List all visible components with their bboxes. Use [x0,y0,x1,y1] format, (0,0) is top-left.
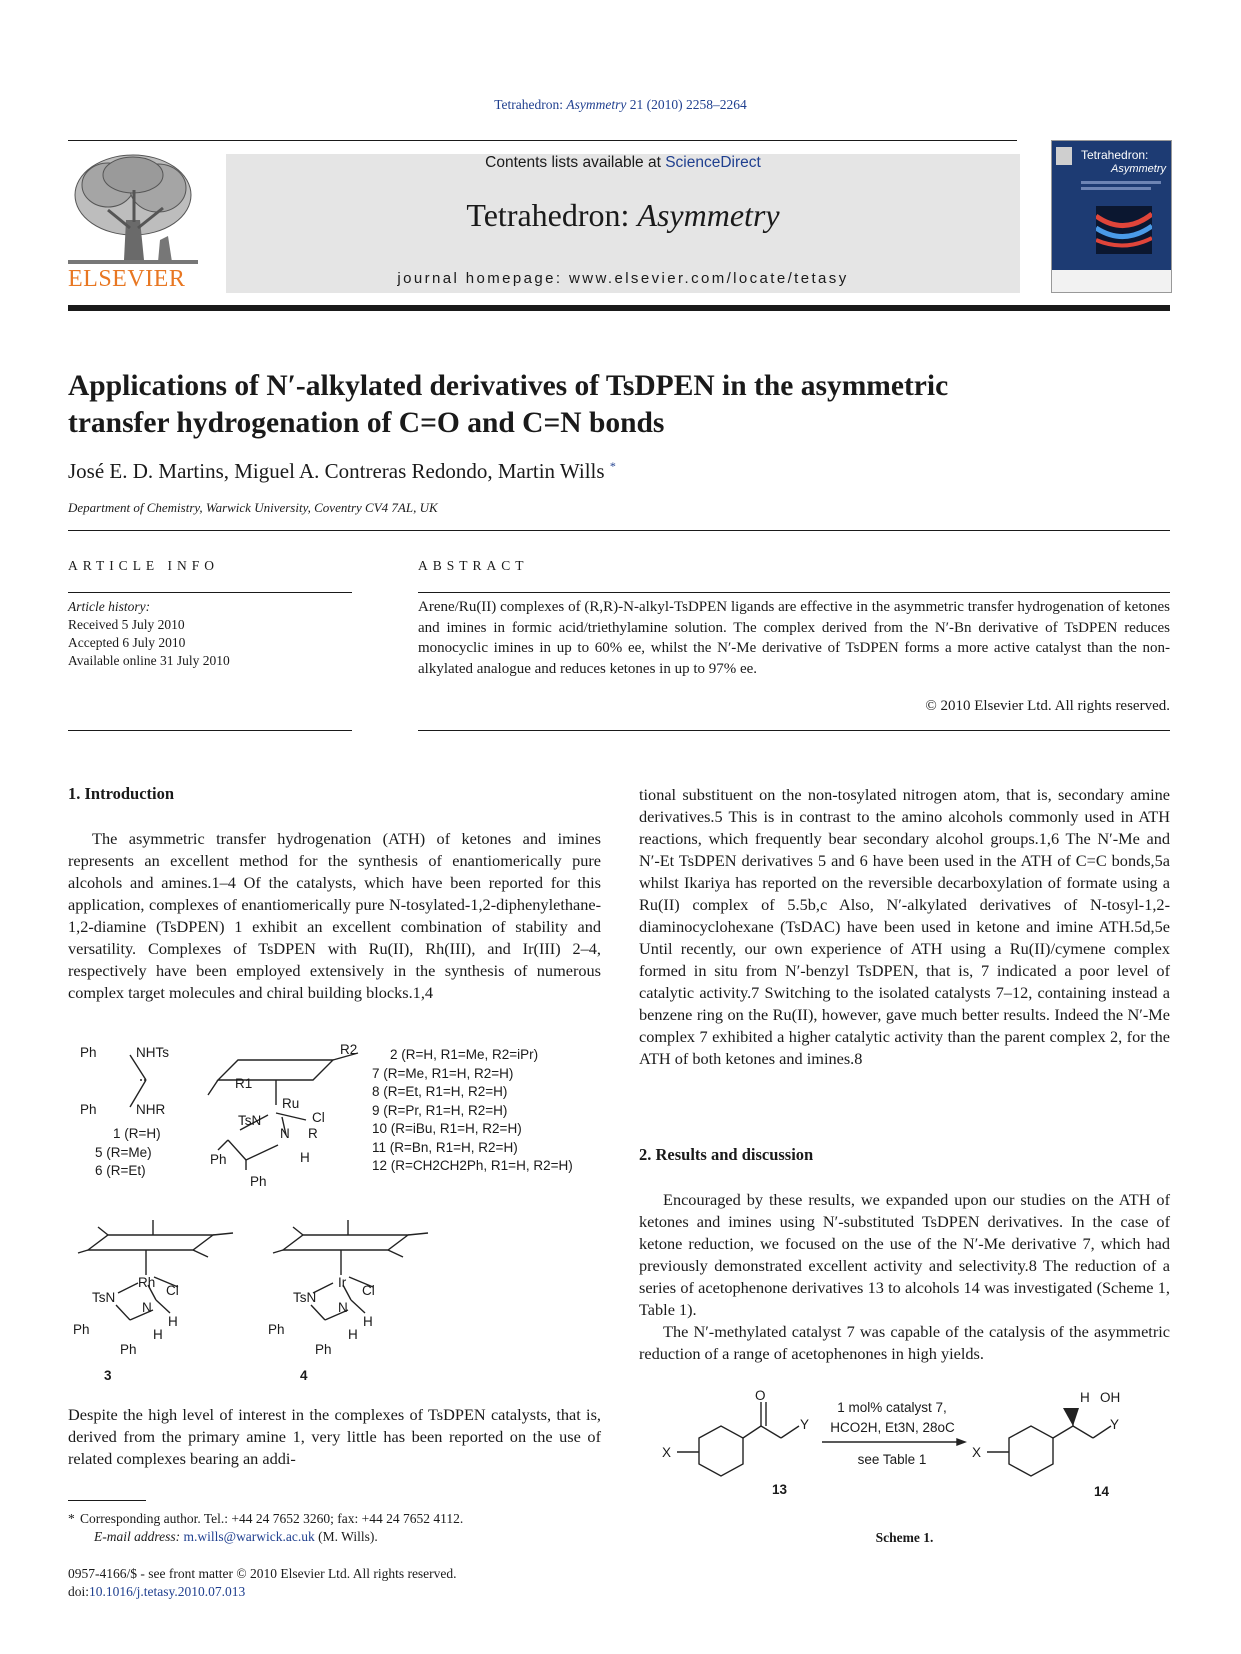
scheme-atom-x: X [662,1445,672,1460]
scheme-1-caption: Scheme 1. [875,1530,934,1545]
scheme-atom-oh: OH [1100,1390,1121,1405]
struct1-label-ph-bottom: Ph [80,1102,97,1117]
ir-label-ph2: Ph [315,1342,332,1357]
rh-label-h1: H [168,1314,178,1329]
abstract-text: Arene/Ru(II) complexes of (R,R)-N-alkyl-TsDPEN ligands are effective in the asymmetric transfer hydrogenation of ketones and imines in formic acid/triethylamine solution. The complex derived from the N′-Bn derivative of TsDPEN reduces monocyclic imines in up to 60% ee, whilst the N′-Me derivative of TsDPEN forms a more active catalyst than the non-alkylated analogue and reduces ketones in up to 97% ee. [418,599,1170,677]
ru-label-n: N [280,1126,290,1141]
ir-label-cl: Cl [362,1283,375,1298]
scheme-reagent-2: HCO2H, Et3N, 28oC [830,1420,955,1435]
ir-label-h2: H [348,1327,358,1342]
ir-label-n: N [338,1300,348,1315]
rh-label-n: N [142,1300,152,1315]
abstract-copyright: © 2010 Elsevier Ltd. All rights reserved. [925,698,1170,714]
article-title: Applications of N′-alkylated derivatives of TsDPEN in the asymmetric transfer hydrogenation of C=O and C=N bonds [68,370,949,439]
scheme-atom-h: H [1080,1390,1090,1405]
corresponding-footnote: * Corresponding author. Tel.: +44 24 7652 3260; fax: +44 24 7652 4112. E-mail address: m.wills@warwick.ac.uk (M. Wills). [68,1511,464,1544]
col2-paragraph-2: Encouraged by these results, we expanded upon our studies on the ATH of ketones and imines using N′-substituted TsDPEN derivatives. In the case of ketone reduction, we focused on the use of the N′-Me derivative 7, which had previously demonstrated excellent activity and selectivity.8 The reduction of a series of acetophenone derivatives 13 to alcohols 14 was investigated (Scheme 1, Table 1). The N′-methylated catalyst 7 was capable of the catalysis of the asymmetric reduction of a range of acetophenones in high yields. [639,1190,1170,1363]
issn-doi: 0957-4166/$ - see front matter © 2010 Elsevier Ltd. All rights reserved. doi:10.1016/j.tetasy.2010.07.013 [68,1566,457,1599]
ir-label-ir: Ir [338,1275,347,1290]
scheme-atom-y: Y [800,1417,810,1432]
journal-homepage[interactable]: journal homepage: www.elsevier.com/locate/tetasy [397,270,849,287]
compound-3-label: 3 [104,1368,112,1383]
elsevier-tree-logo [68,150,198,265]
sciencedirect-link[interactable]: ScienceDirect [665,154,761,171]
rh-label-ph2: Ph [120,1342,137,1357]
section-heading-results: 2. Results and discussion [639,1145,814,1164]
header-rule-top [68,140,1017,141]
journal-citation: Tetrahedron: Asymmetry 21 (2010) 2258–2264 [494,97,747,112]
journal-cover-thumbnail [1051,140,1172,293]
ru-label-h: H [300,1150,310,1165]
rh-label-h2: H [153,1327,163,1342]
ru-label-ph2: Ph [250,1174,267,1189]
cover-logo [1056,147,1072,165]
compound-14-label: 14 [1094,1484,1110,1499]
ru-label-r2: R2 [340,1042,358,1057]
corresponding-author-mark[interactable]: * [609,459,616,473]
struct1-label-nhts: NHTs [136,1045,169,1060]
intro-paragraph-2: Despite the high level of interest in the complexes of TsDPEN catalysts, that is, derived from the primary amine 1, very little has been reported on the use of related complexes bearing an addi- [68,1405,601,1468]
rh-label-cl: Cl [166,1283,179,1298]
compound-list-ru: 2 (R=H, R1=Me, R2=iPr) 7 (R=Me, R1=H, R2=H) 8 (R=Et, R1=H, R2=H) 9 (R=Pr, R1=H, R2=H) 10 (R=iBu, R1=H, R2=H) 11 (R=Bn, R1=H, R2=H) 12 (R=CH2CH2Ph, R1=H, R2=H) [372,1047,573,1173]
col2-paragraph-1: tional substituent on the non-tosylated nitrogen atom, that is, secondary amine derivatives.5 This is in contrast to the amino alcohols commonly used in ATH reactions, which frequently bear secondary alcohol groups.1,6 The N′-Me and N′-Et TsDPEN derivatives 5 and 6 have been used in the ATH of C=C bonds,5a whilst Ikariya has reported on the reversible decarboxylation of formate using a Ru(II) complex of 5.5b,c Also, N′-alkylated derivatives of N-tosyl-1,2-diaminocyclohexane (TsDAC) have been used in ketone and imine ATH.5d,5e Until recently, our own experience of ATH using a Ru(II)/cymene complex formed in situ from N′-benzyl TsDPEN, that is, 7 indicated a poor level of catalytic activity.7 Switching to the isolated catalysts 7–12, containing instead a benzene ring on the Ru(II), however, gave much better results. Indeed the N′-Me complex 7 exhibited a higher catalytic activity than the parent complex 2, for the ATH of both ketones and imines.8 [639,785,1170,1068]
journal-title: Tetrahedron: Asymmetry [466,197,780,233]
ru-label-r1: R1 [235,1076,253,1091]
author-email-link[interactable]: m.wills@warwick.ac.uk [183,1529,315,1544]
compound-4-label: 4 [300,1368,308,1383]
header-thick-rule [68,305,1170,311]
ru-label-r: R [308,1126,318,1141]
scheme-atom-y2: Y [1110,1417,1120,1432]
affiliation-rule [68,530,1170,531]
cover-image [1096,206,1152,254]
author-list: José E. D. Martins, Miguel A. Contreras Redondo, Martin Wills * [68,459,616,483]
rh-label-rh: Rh [138,1275,156,1290]
ru-label-ph1: Ph [210,1152,227,1167]
rh-label-tsn: TsN [92,1290,116,1305]
scheme-atom-x2: X [972,1445,982,1460]
section-heading-introduction: 1. Introduction [68,784,175,803]
ir-label-ph1: Ph [268,1322,285,1337]
scheme-atom-o: O [755,1388,766,1403]
ir-label-tsn: TsN [293,1290,317,1305]
compound-13-label: 13 [772,1482,788,1497]
ru-label-ru: Ru [282,1096,300,1111]
footnote-rule [68,1500,146,1501]
cover-title: Tetrahedron: Asymmetry [1081,148,1166,175]
rh-label-ph1: Ph [73,1322,90,1337]
article-history: Article history: Received 5 July 2010 Accepted 6 July 2010 Available online 31 July 2010 [68,599,230,668]
affiliation: Department of Chemistry, Warwick University, Coventry CV4 7AL, UK [68,500,438,515]
reactant-benzene-ring [699,1426,743,1476]
contents-line: Contents lists available at ScienceDirect [485,154,761,171]
compound-list-1: 1 (R=H) 5 (R=Me) 6 (R=Et) [95,1126,161,1178]
product-benzene-ring [1009,1426,1053,1476]
struct1-label-nhr: NHR [136,1102,166,1117]
ru-label-cl: Cl [312,1110,325,1125]
abstract-heading: ABSTRACT [418,558,529,573]
ru-label-tsn: TsN [238,1113,262,1128]
publisher-wordmark: ELSEVIER [68,266,186,292]
intro-paragraph-1: The asymmetric transfer hydrogenation (ATH) of ketones and imines represents an excellent method for the synthesis of enantiomerically pure alcohols and amines.1–4 Of the catalysts, which have been reported for this application, complexes of enantiomerically pure N-tosylated-1,2-diphenylethane-1,2-diamine (TsDPEN) 1 exhibit an excellent combination of stability and versatility. Complexes of TsDPEN with Ru(II), Rh(III), and Ir(III) 2–4, respectively have been employed extensively in the synthesis of numerous complex target molecules and chiral building blocks.1,4 [68,829,601,1002]
scheme-reagent-3: see Table 1 [857,1452,927,1467]
doi-link[interactable]: 10.1016/j.tetasy.2010.07.013 [89,1584,246,1599]
ir-label-h1: H [363,1314,373,1329]
article-info-heading: ARTICLE INFO [68,558,220,573]
scheme-reagent-1: 1 mol% catalyst 7, [837,1400,947,1415]
struct1-label-ph-top: Ph [80,1045,97,1060]
